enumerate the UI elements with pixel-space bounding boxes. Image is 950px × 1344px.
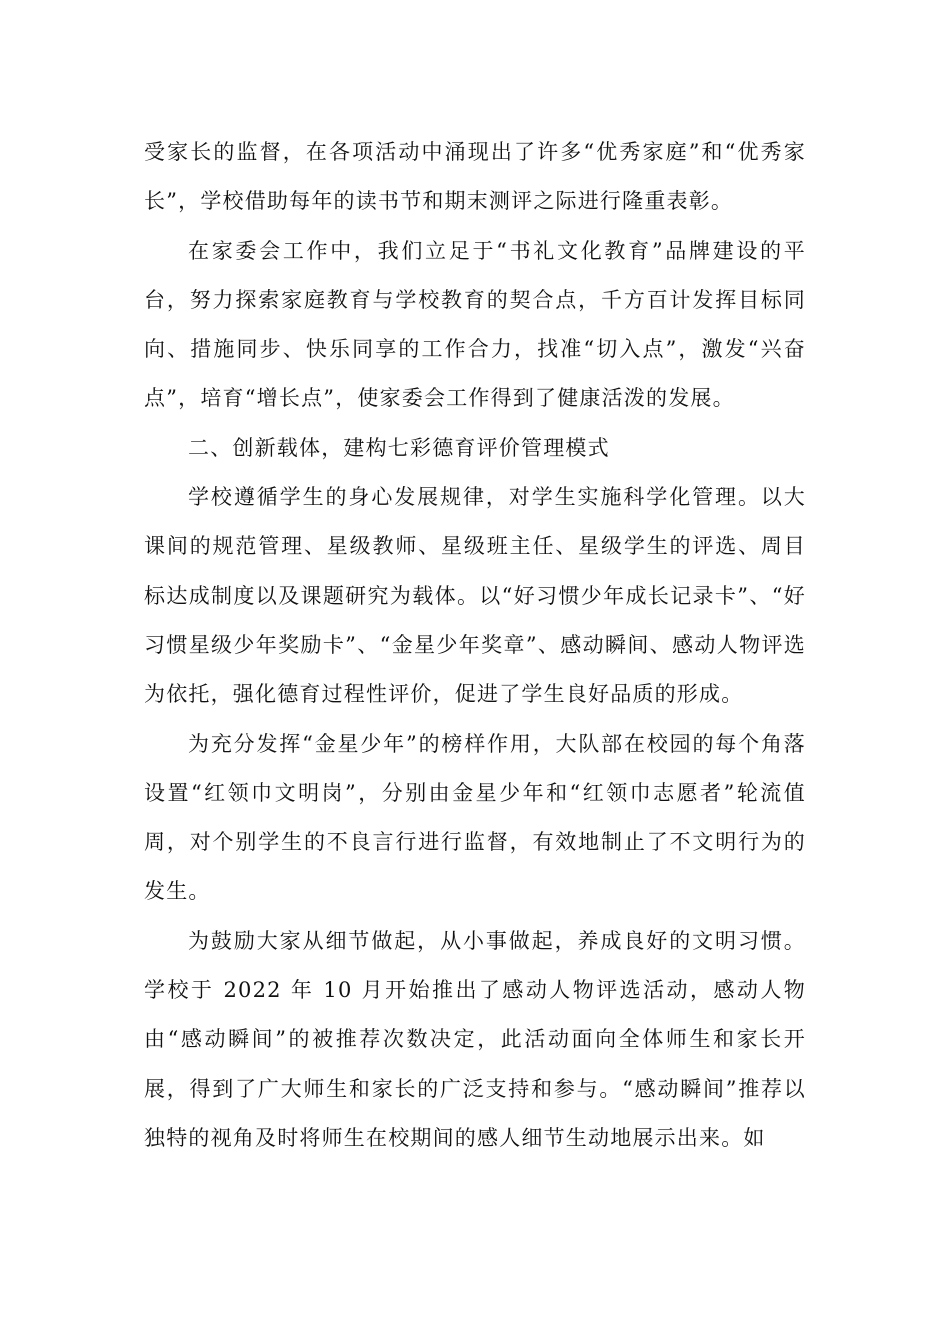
section-heading: 二、创新载体，建构七彩德育评价管理模式	[188, 435, 610, 460]
paragraph-4: 为充分发挥“金星少年”的榜样作用，大队部在校园的每个角落设置“红领巾文明岗”，分别由金星少年和“红领巾志愿者”轮流值周，对个别学生的不良言行进行监督，有效地制止了不文明行为的发生。	[144, 731, 806, 904]
paragraph-1: 受家长的监督，在各项活动中涌现出了许多“优秀家庭”和“优秀家长”，学校借助每年的读书节和期末测评之际进行隆重表彰。	[144, 140, 806, 214]
body-text	[144, 128, 806, 1163]
paragraph-5: 为鼓励大家从细节做起，从小事做起，养成良好的文明习惯。学校于 2022 年 10 月开始推出了感动人物评选活动，感动人物由“感动瞬间”的被推荐次数决定，此活动面向全体师生和家长开展，得到了广大师生和家长的广泛支持和参与。“感动瞬间”推荐以独特的视角及时将师生在校期间的感人细节生动地展示出来。如	[144, 928, 806, 1150]
paragraph-2: 在家委会工作中，我们立足于“书礼文化教育”品牌建设的平台，努力探索家庭教育与学校教育的契合点，千方百计发挥目标同向、措施同步、快乐同享的工作合力，找准“切入点”，激发“兴奋点”，培育“增长点”，使家委会工作得到了健康活泼的发展。	[144, 238, 806, 411]
paragraph-3: 学校遵循学生的身心发展规律，对学生实施科学化管理。以大课间的规范管理、星级教师、星级班主任、星级学生的评选、周目标达成制度以及课题研究为载体。以“好习惯少年成长记录卡”、“好习惯星级少年奖励卡”、“金星少年奖章”、感动瞬间、感动人物评选为依托，强化德育过程性评价，促进了学生良好品质的形成。	[144, 485, 806, 707]
